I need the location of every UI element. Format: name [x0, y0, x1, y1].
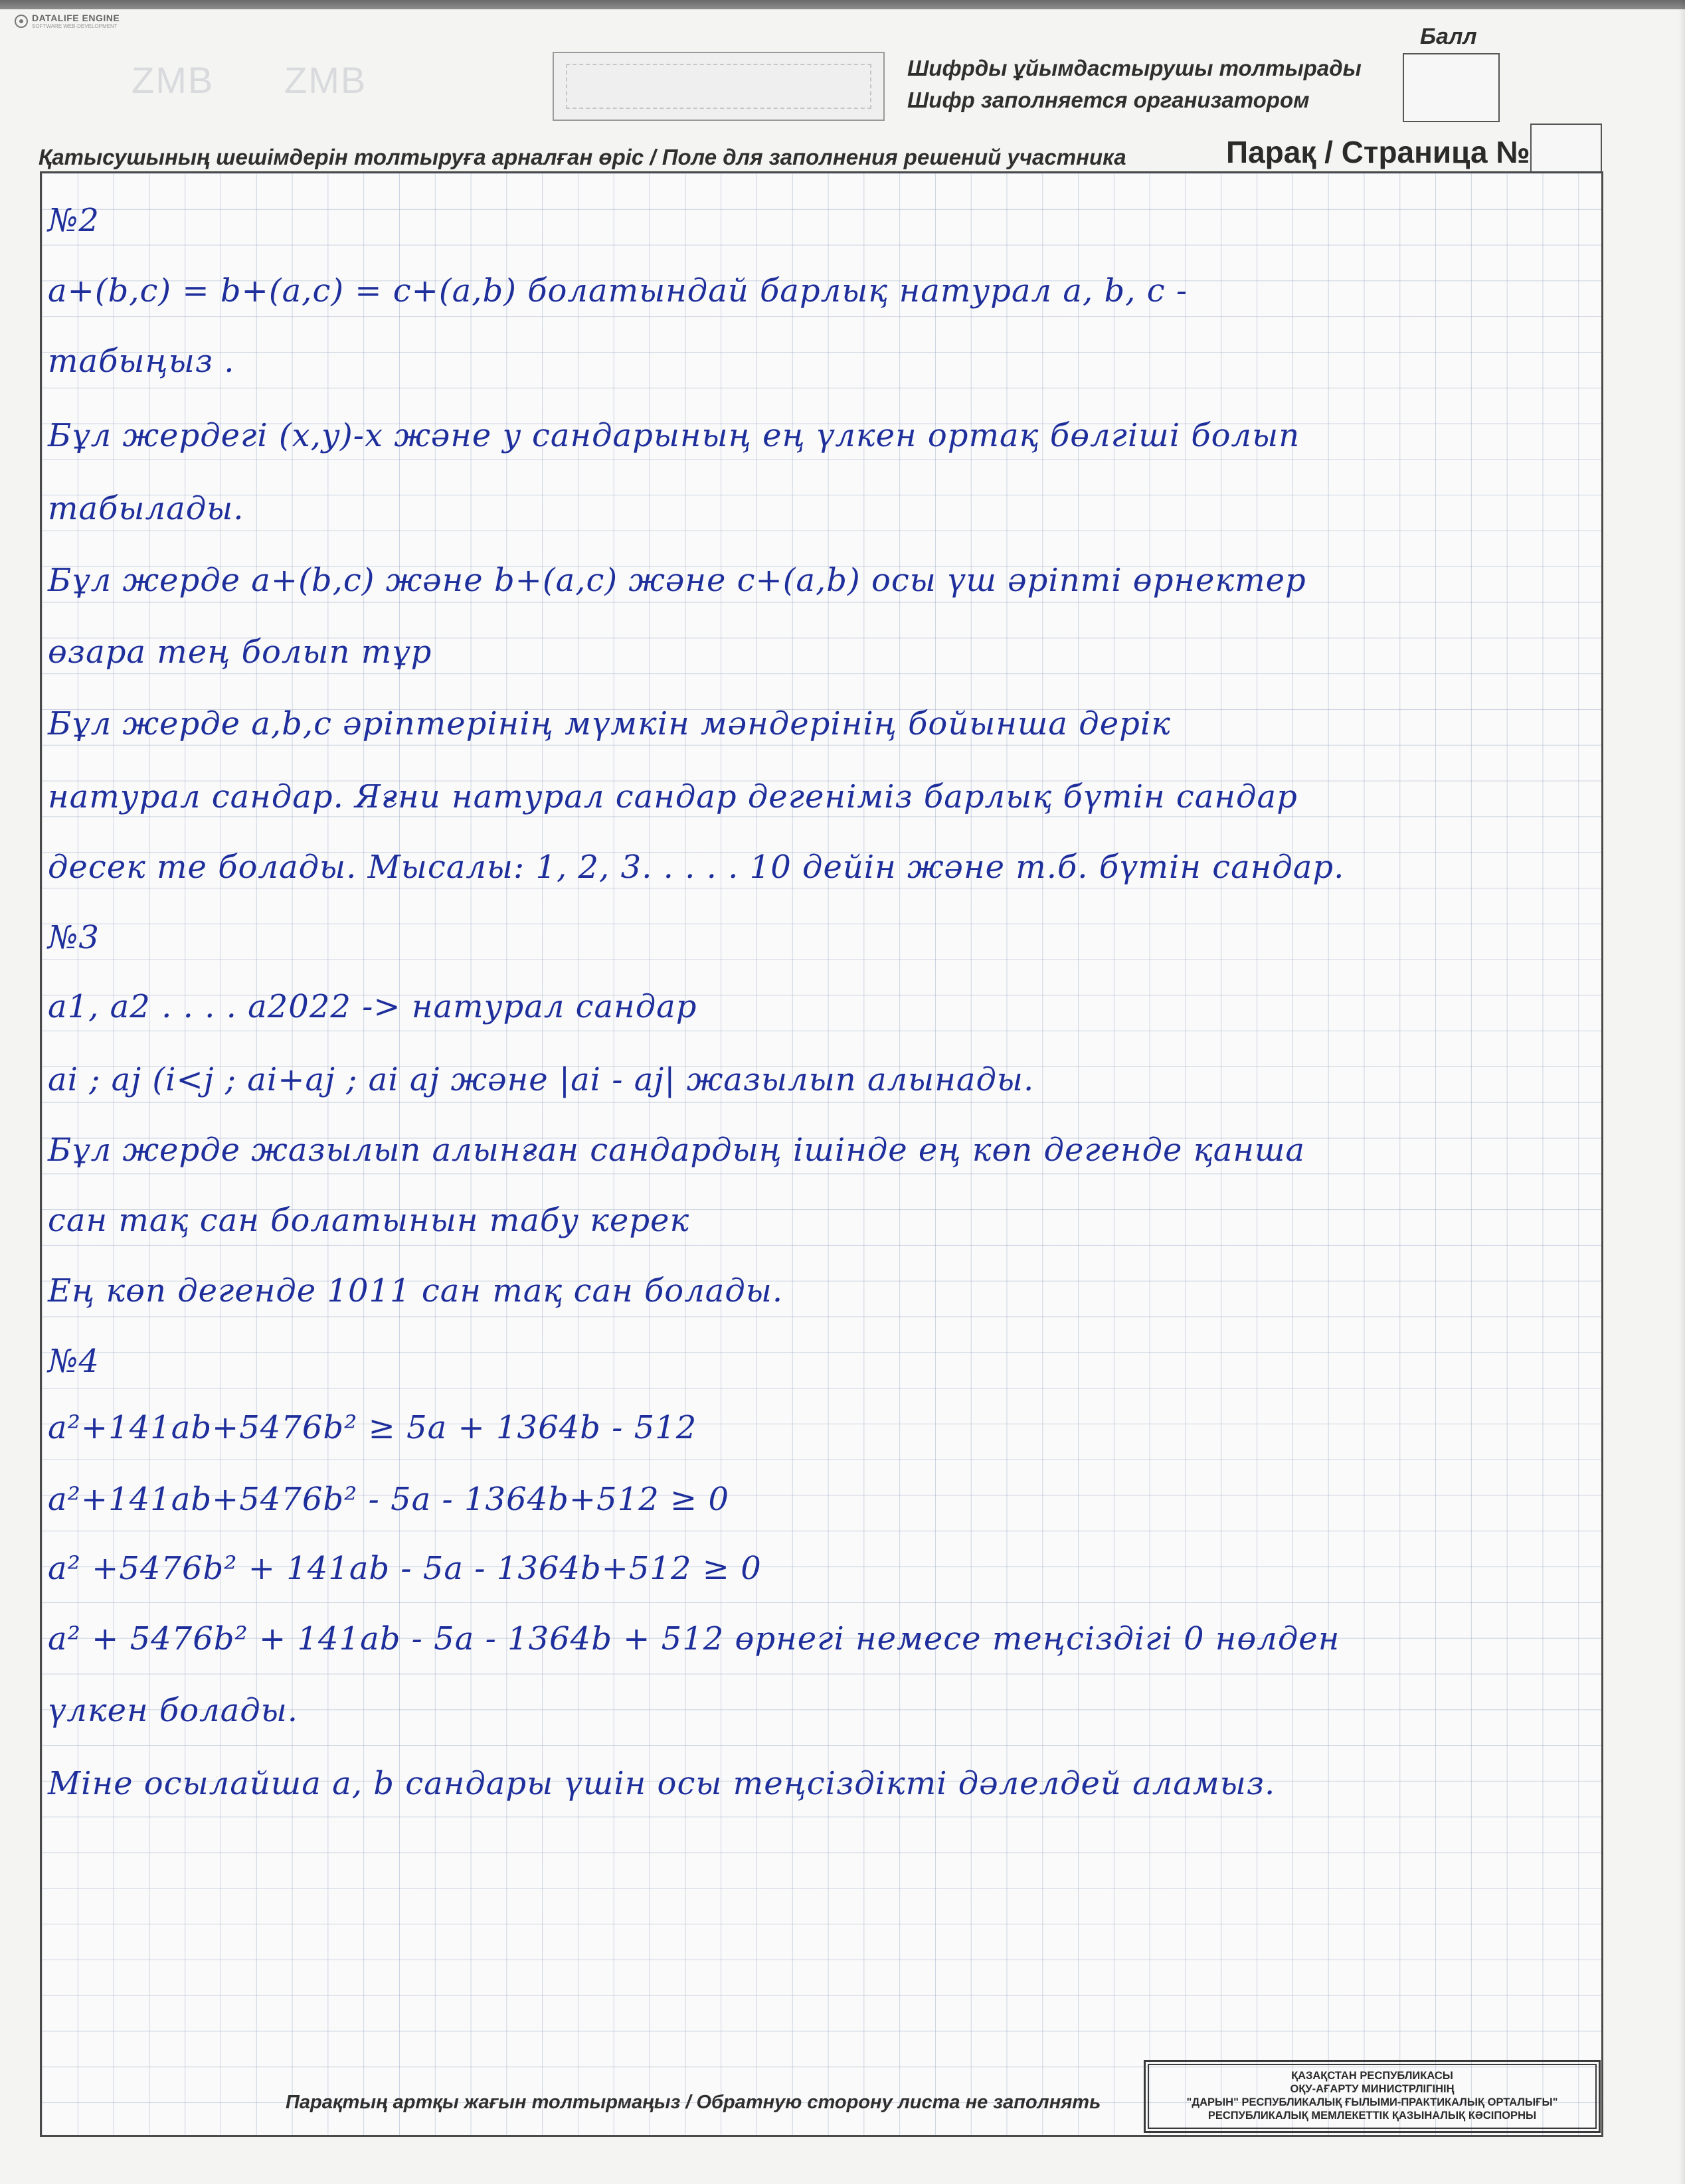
logo-name: DATALIFE ENGINE — [32, 13, 120, 23]
scan-edge-shadow — [1678, 0, 1685, 2184]
institution-stamp — [1144, 2060, 1601, 2133]
solution-line: a² +5476b² + 141ab - 5a - 1364b+512 ≥ 0 — [48, 1550, 762, 1587]
solution-line: табыңыз . — [48, 343, 235, 380]
scanner-top-band — [0, 0, 1685, 9]
score-label: Балл — [1420, 24, 1477, 49]
solution-line: ai ; aj (i<j ; ai+aj ; ai aj және |ai - aj| жазылып алынады. — [48, 1061, 1035, 1098]
datalife-logo — [15, 13, 120, 29]
solution-line: Бұл жердегі (x,y)-x және y сандарының ең үлкен ортақ бөлгіші болып — [48, 417, 1300, 454]
stamp-line: РЕСПУБЛИКАЛЫҚ МЕМЛЕКЕТТІК ҚАЗЫНАЛЫҚ КӘСІПОРНЫ — [1207, 2109, 1537, 2122]
solution-line: Бұл жерде жазылып алынған сандардың ішінде ең көп дегенде қанша — [48, 1132, 1306, 1169]
logo-subtitle: SOFTWARE WEB-DEVELOPMENT — [32, 23, 118, 29]
solution-line: a1, a2 . . . . a2022 -> натурал сандар — [48, 988, 697, 1025]
solution-field-caption: Қатысушының шешімдерін толтыруға арналған өріс / Поле для заполнения решений участника — [39, 145, 1126, 169]
solution-line: №2 — [48, 202, 100, 239]
solution-line: a²+141ab+5476b² - 5a - 1364b+512 ≥ 0 — [48, 1481, 729, 1518]
solution-line: сан тақ сан болатынын табу керек — [48, 1202, 690, 1239]
solution-line: a² + 5476b² + 141ab - 5a - 1364b + 512 өрнегі немесе теңсіздігі 0 нөлден — [48, 1620, 1340, 1657]
solution-line: үлкен болады. — [48, 1692, 299, 1729]
solution-line: №3 — [48, 919, 100, 956]
solution-line: Бұл жерде a,b,c әріптерінің мүмкін мәндерінің бойынша дерік — [48, 705, 1171, 742]
organizer-note-kz: Шифрды ұйымдастырушы толтырады — [907, 56, 1362, 80]
datalife-logo-icon — [15, 15, 28, 28]
solution-line: десек те болады. Мысалы: 1, 2, 3. . . . . 10 дейін және т.б. бүтін сандар. — [48, 849, 1345, 886]
solution-line: Ең көп дегенде 1011 сан тақ сан болады. — [48, 1272, 784, 1309]
watermark-2: ZMB — [284, 59, 367, 101]
solution-line: натурал сандар. Яғни натурал сандар дегеніміз барлық бүтін сандар — [48, 778, 1298, 815]
solution-line: табылады. — [48, 490, 244, 527]
page-number-box — [1530, 124, 1602, 177]
solution-line: өзара тең болып тұр — [48, 633, 432, 671]
score-box — [1403, 53, 1500, 122]
solution-line: №4 — [48, 1343, 100, 1380]
footer-note: Парақтың артқы жағын толтырмаңыз / Обратную сторону листа не заполнять — [286, 2092, 1101, 2113]
solution-line: Бұл жерде a+(b,c) және b+(a,c) және c+(a,b) осы үш әріпті өрнектер — [48, 562, 1306, 599]
solution-line: Міне осылайша a, b сандары үшін осы теңсіздікті дәлелдей аламыз. — [48, 1765, 1276, 1802]
stamp-line: ОҚУ-АҒАРТУ МИНИСТРЛІГІНІҢ — [1290, 2083, 1455, 2096]
cipher-code-box — [553, 52, 885, 121]
solution-line: a²+141ab+5476b² ≥ 5a + 1364b - 512 — [48, 1409, 697, 1446]
stamp-line: "ДАРЫН" РЕСПУБЛИКАЛЫҚ ҒЫЛЫМИ-ПРАКТИКАЛЫҚ ОРТАЛЫҒЫ" — [1186, 2096, 1558, 2108]
stamp-line: ҚАЗАҚСТАН РЕСПУБЛИКАСЫ — [1291, 2070, 1453, 2082]
page-number-label: Парақ / Страница № — [1226, 135, 1530, 169]
watermark-1: ZMB — [132, 59, 215, 101]
solution-line: a+(b,c) = b+(a,c) = c+(a,b) болатындай барлық натурал a, b, c - — [48, 272, 1188, 309]
organizer-note-ru: Шифр заполняется организатором — [907, 88, 1310, 112]
